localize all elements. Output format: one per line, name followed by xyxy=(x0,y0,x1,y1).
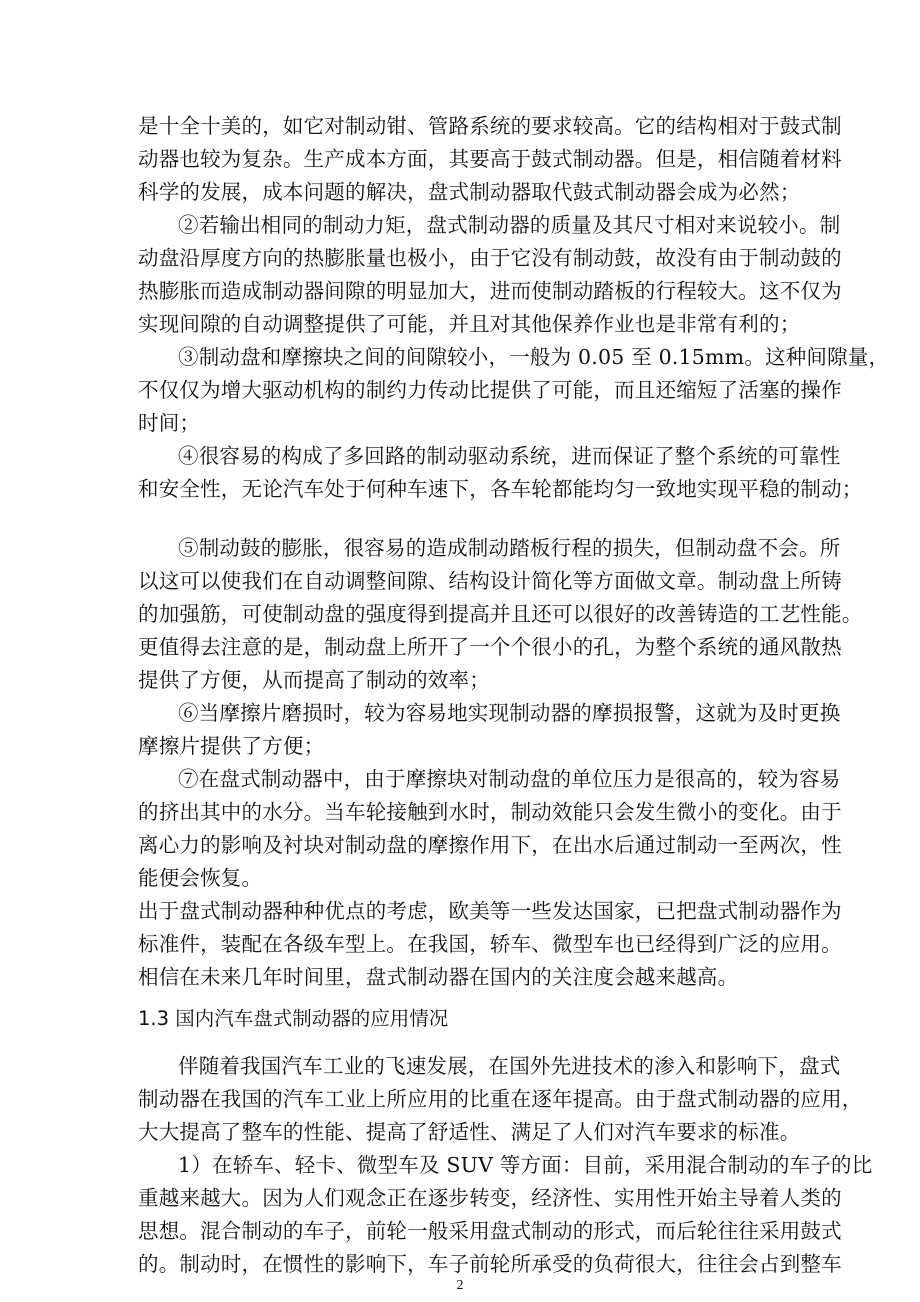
text-line: 以这可以使我们在自动调整间隙、结构设计简化等方面做文章。制动盘上所铸 xyxy=(138,569,842,593)
text-line: 出于盘式制动器种种优点的考虑，欧美等一些发达国家，已把盘式制动器作为 xyxy=(138,899,842,923)
text-line: 摩擦片提供了方便； xyxy=(138,734,325,758)
text-line: 实现间隙的自动调整提供了可能，并且对其他保养作业也是非常有利的； xyxy=(138,312,801,336)
text-line: 大大提高了整车的性能、提高了舒适性、满足了人们对汽车要求的标准。 xyxy=(138,1120,801,1144)
section-heading: 1.3 国内汽车盘式制动器的应用情况 xyxy=(138,1007,449,1030)
text-line: 伴随着我国汽车工业的飞速发展，在国外先进技术的渗入和影响下，盘式 xyxy=(178,1054,841,1078)
text-line: ③制动盘和摩擦块之间的间隙较小，一般为 0.05 至 0.15mm。这种间隙量， xyxy=(178,345,890,369)
text-line: 的加强筋，可使制动盘的强度得到提高并且还可以很好的改善铸造的工艺性能。 xyxy=(138,602,863,626)
text-line: ⑥当摩擦片磨损时，较为容易地实现制动器的摩损报警，这就为及时更换 xyxy=(178,701,841,725)
text-line: 重越来越大。因为人们观念正在逐步转变，经济性、实用性开始主导着人类的 xyxy=(138,1186,842,1210)
page-number: 2 xyxy=(456,1278,464,1293)
text-line: ④很容易的构成了多回路的制动驱动系统，进而保证了整个系统的可靠性 xyxy=(178,444,841,468)
text-line: 科学的发展，成本问题的解决，盘式制动器取代鼓式制动器会成为必然； xyxy=(138,180,801,204)
text-line: ⑤制动鼓的膨胀，很容易的造成制动踏板行程的损失，但制动盘不会。所 xyxy=(178,536,841,560)
text-line: 是十全十美的，如它对制动钳、管路系统的要求较高。它的结构相对于鼓式制 xyxy=(138,114,842,138)
text-line: 制动器在我国的汽车工业上所应用的比重在逐年提高。由于盘式制动器的应用， xyxy=(138,1087,863,1111)
text-line: 的。制动时，在惯性的影响下，车子前轮所承受的负荷很大，往往会占到整车 xyxy=(138,1252,842,1276)
text-line: 的挤出其中的水分。当车轮接触到水时，制动效能只会发生微小的变化。由于 xyxy=(138,800,842,824)
text-line: 不仅仅为增大驱动机构的制约力传动比提供了可能，而且还缩短了活塞的操作 xyxy=(138,378,842,402)
text-line: ②若输出相同的制动力矩，盘式制动器的质量及其尺寸相对来说较小。制 xyxy=(178,213,841,237)
text-line: 能便会恢复。 xyxy=(138,866,263,890)
text-line: 提供了方便，从而提高了制动的效率； xyxy=(138,668,490,692)
text-line: 标准件，装配在各级车型上。在我国，轿车、微型车也已经得到广泛的应用。 xyxy=(138,932,842,956)
text-line: 思想。混合制动的车子，前轮一般采用盘式制动的形式，而后轮往往采用鼓式 xyxy=(138,1219,842,1243)
text-line: 热膨胀而造成制动器间隙的明显加大，进而使制动踏板的行程较大。这不仅为 xyxy=(138,279,842,303)
text-line: 1）在轿车、轻卡、微型车及 SUV 等方面：目前，采用混合制动的车子的比 xyxy=(178,1153,873,1177)
text-line: 相信在未来几年时间里，盘式制动器在国内的关注度会越来越高。 xyxy=(138,965,739,989)
text-line: 更值得去注意的是，制动盘上所开了一个个很小的孔，为整个系统的通风散热 xyxy=(138,635,842,659)
text-line: 动盘沿厚度方向的热膨胀量也极小，由于它没有制动鼓，故没有由于制动鼓的 xyxy=(138,246,842,270)
text-line: 时间； xyxy=(138,411,201,435)
text-line: 动器也较为复杂。生产成本方面，其要高于鼓式制动器。但是，相信随着材料 xyxy=(138,147,842,171)
text-line: 和安全性，无论汽车处于何种车速下，各车轮都能均匀一致地实现平稳的制动； xyxy=(138,477,863,501)
text-line: 离心力的影响及衬块对制动盘的摩擦作用下，在出水后通过制动一至两次，性 xyxy=(138,833,842,857)
text-line: ⑦在盘式制动器中，由于摩擦块对制动盘的单位压力是很高的，较为容易 xyxy=(178,767,841,791)
